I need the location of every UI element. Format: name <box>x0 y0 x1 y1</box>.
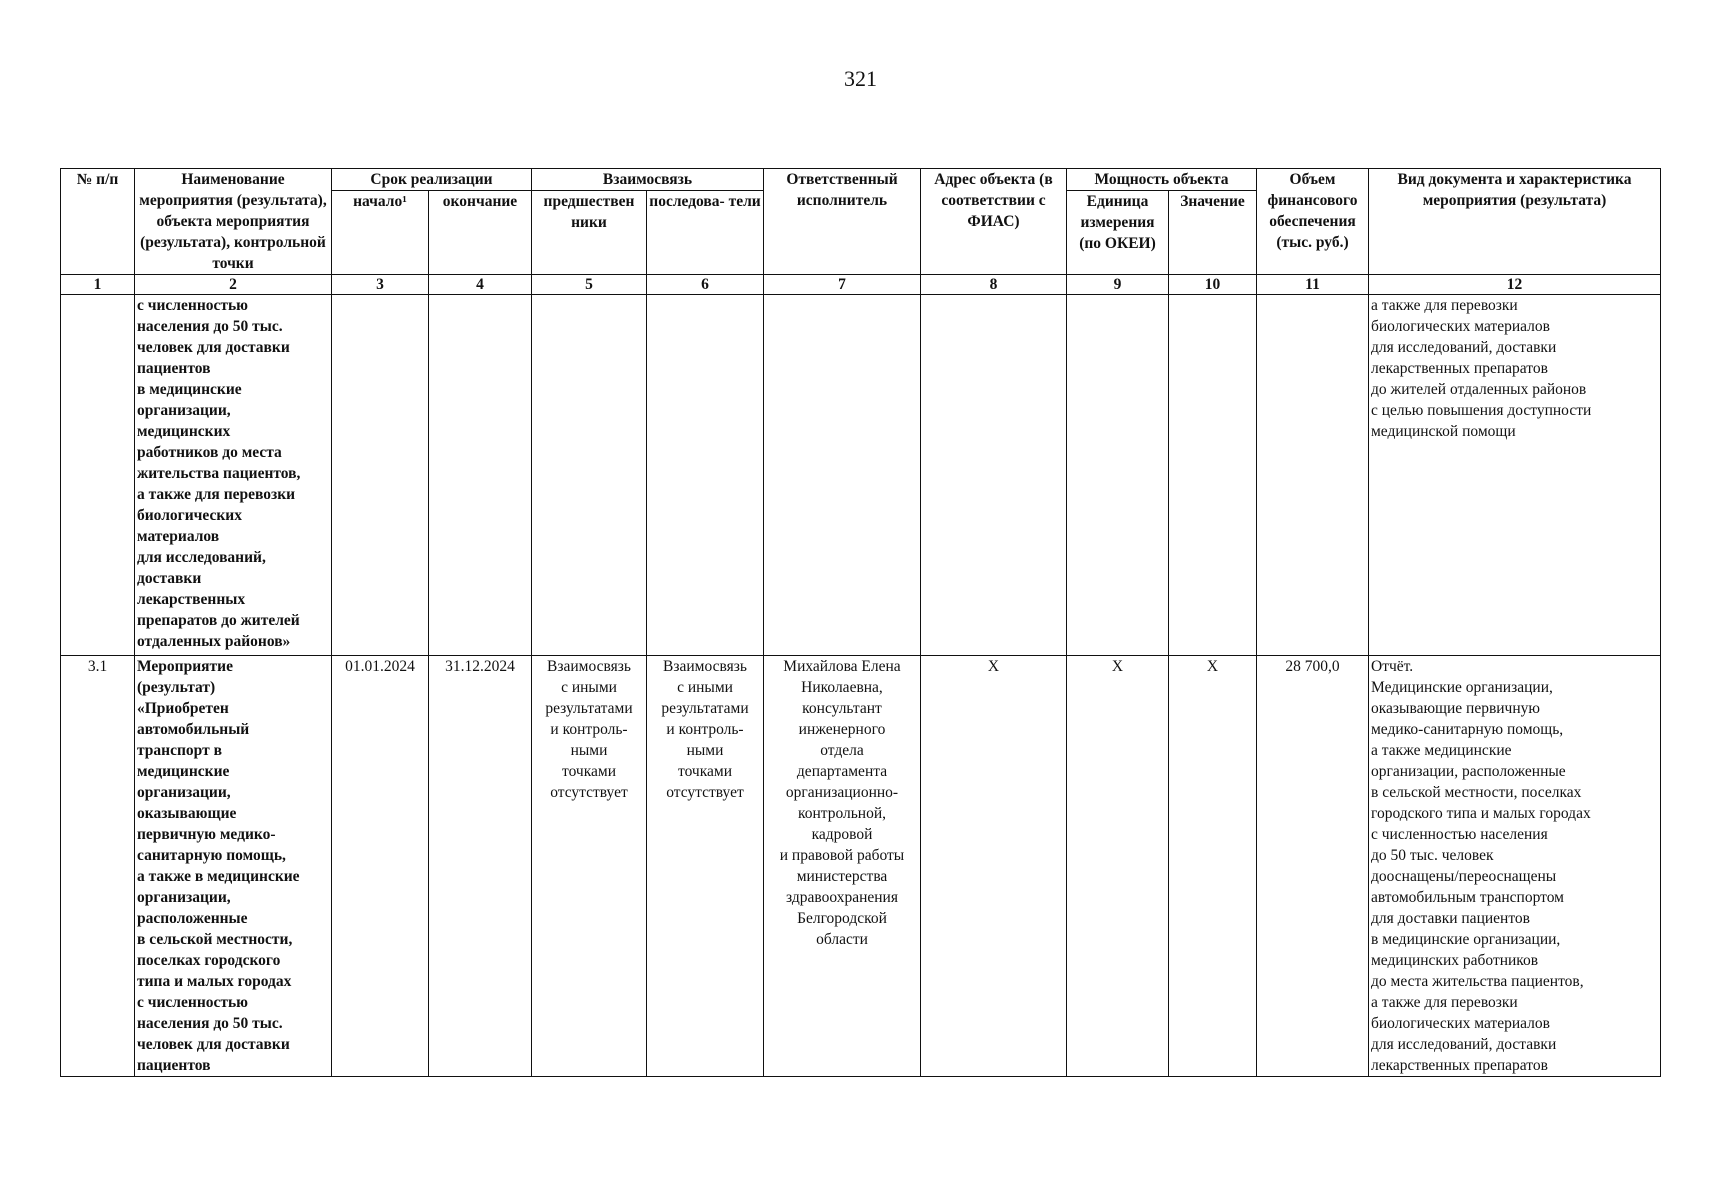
column-number: 6 <box>647 275 764 295</box>
header-num: № п/п <box>61 169 135 275</box>
cell-num <box>61 295 135 656</box>
table-row <box>61 295 1661 656</box>
cell-finance: 28 700,0 <box>1257 656 1369 1077</box>
cell-end <box>429 295 532 656</box>
cell-next <box>647 295 764 656</box>
header-term: Срок реализации <box>332 169 532 191</box>
header-relation: Взаимосвязь <box>532 169 764 191</box>
cell-responsible: Михайлова Елена Николаевна, консультант инженерного отдела департамента организационно- контрольной, кадровой и правовой работы министерства здравоохранения Белгородской области <box>764 656 921 1077</box>
column-number: 7 <box>764 275 921 295</box>
cell-num: 3.1 <box>61 656 135 1077</box>
column-number: 10 <box>1169 275 1257 295</box>
column-number: 4 <box>429 275 532 295</box>
measures-table <box>60 168 1661 1077</box>
cell-next: Взаимосвязь с иными результатами и контроль- ными точками отсутствует <box>647 656 764 1077</box>
table-row <box>61 656 1661 1077</box>
column-number: 11 <box>1257 275 1369 295</box>
cell-address: Х <box>921 656 1067 1077</box>
cell-finance <box>1257 295 1369 656</box>
cell-prev <box>532 295 647 656</box>
header-relation-next: последова- тели <box>647 191 764 275</box>
header-doc-type: Вид документа и характеристика мероприятия (результата) <box>1369 169 1661 275</box>
column-number: 1 <box>61 275 135 295</box>
column-number: 12 <box>1369 275 1661 295</box>
cell-unit: Х <box>1067 656 1169 1077</box>
column-number: 8 <box>921 275 1067 295</box>
header-responsible: Ответственный исполнитель <box>764 169 921 275</box>
column-number: 2 <box>135 275 332 295</box>
header-relation-prev: предшествен ники <box>532 191 647 275</box>
cell-doc: а также для перевозки биологических материалов для исследований, доставки лекарственных препаратов до жителей отдаленных районов с целью повышения доступности медицинской помощи <box>1369 295 1661 656</box>
header-term-end: окончание <box>429 191 532 275</box>
header-capacity-value: Значение <box>1169 191 1257 275</box>
column-number: 5 <box>532 275 647 295</box>
cell-start <box>332 295 429 656</box>
header-capacity: Мощность объекта <box>1067 169 1257 191</box>
column-number: 9 <box>1067 275 1169 295</box>
cell-name: с численностью населения до 50 тыс. человек для доставки пациентов в медицинские организации, медицинских работников до места жительства пациентов, а также для перевозки биологических материалов для исследований, доставки лекарственных препаратов до жителей отдаленных районов» <box>135 295 332 656</box>
cell-end: 31.12.2024 <box>429 656 532 1077</box>
column-number: 3 <box>332 275 429 295</box>
cell-address <box>921 295 1067 656</box>
header-row-1 <box>61 169 1661 191</box>
cell-unit <box>1067 295 1169 656</box>
cell-doc: Отчёт. Медицинские организации, оказывающие первичную медико-санитарную помощь, а также медицинские организации, расположенные в сельской местности, поселках городского типа и малых городах с численностью населения до 50 тыс. человек дооснащены/переоснащены автомобильным транспортом для доставки пациентов в медицинские организации, медицинских работников до места жительства пациентов, а также для перевозки биологических материалов для исследований, доставки лекарственных препаратов <box>1369 656 1661 1077</box>
page-number: 321 <box>844 66 877 91</box>
cell-value: Х <box>1169 656 1257 1077</box>
header-name: Наименование мероприятия (результата), объекта мероприятия (результата), контрольной точки <box>135 169 332 275</box>
header-term-start: начало¹ <box>332 191 429 275</box>
cell-start: 01.01.2024 <box>332 656 429 1077</box>
header-capacity-unit: Единица измерения (по ОКЕИ) <box>1067 191 1169 275</box>
cell-value <box>1169 295 1257 656</box>
header-address: Адрес объекта (в соответствии с ФИАС) <box>921 169 1067 275</box>
cell-prev: Взаимосвязь с иными результатами и контроль- ными точками отсутствует <box>532 656 647 1077</box>
header-finance: Объем финансового обеспечения (тыс. руб.) <box>1257 169 1369 275</box>
column-numbers-row <box>61 275 1661 295</box>
cell-responsible <box>764 295 921 656</box>
cell-name: Мероприятие (результат) «Приобретен автомобильный транспорт в медицинские организации, оказывающие первичную медико- санитарную помощь, а также в медицинские организации, расположенные в сельской местности, поселках городского типа и малых городах с численностью населения до 50 тыс. человек для доставки пациентов <box>135 656 332 1077</box>
